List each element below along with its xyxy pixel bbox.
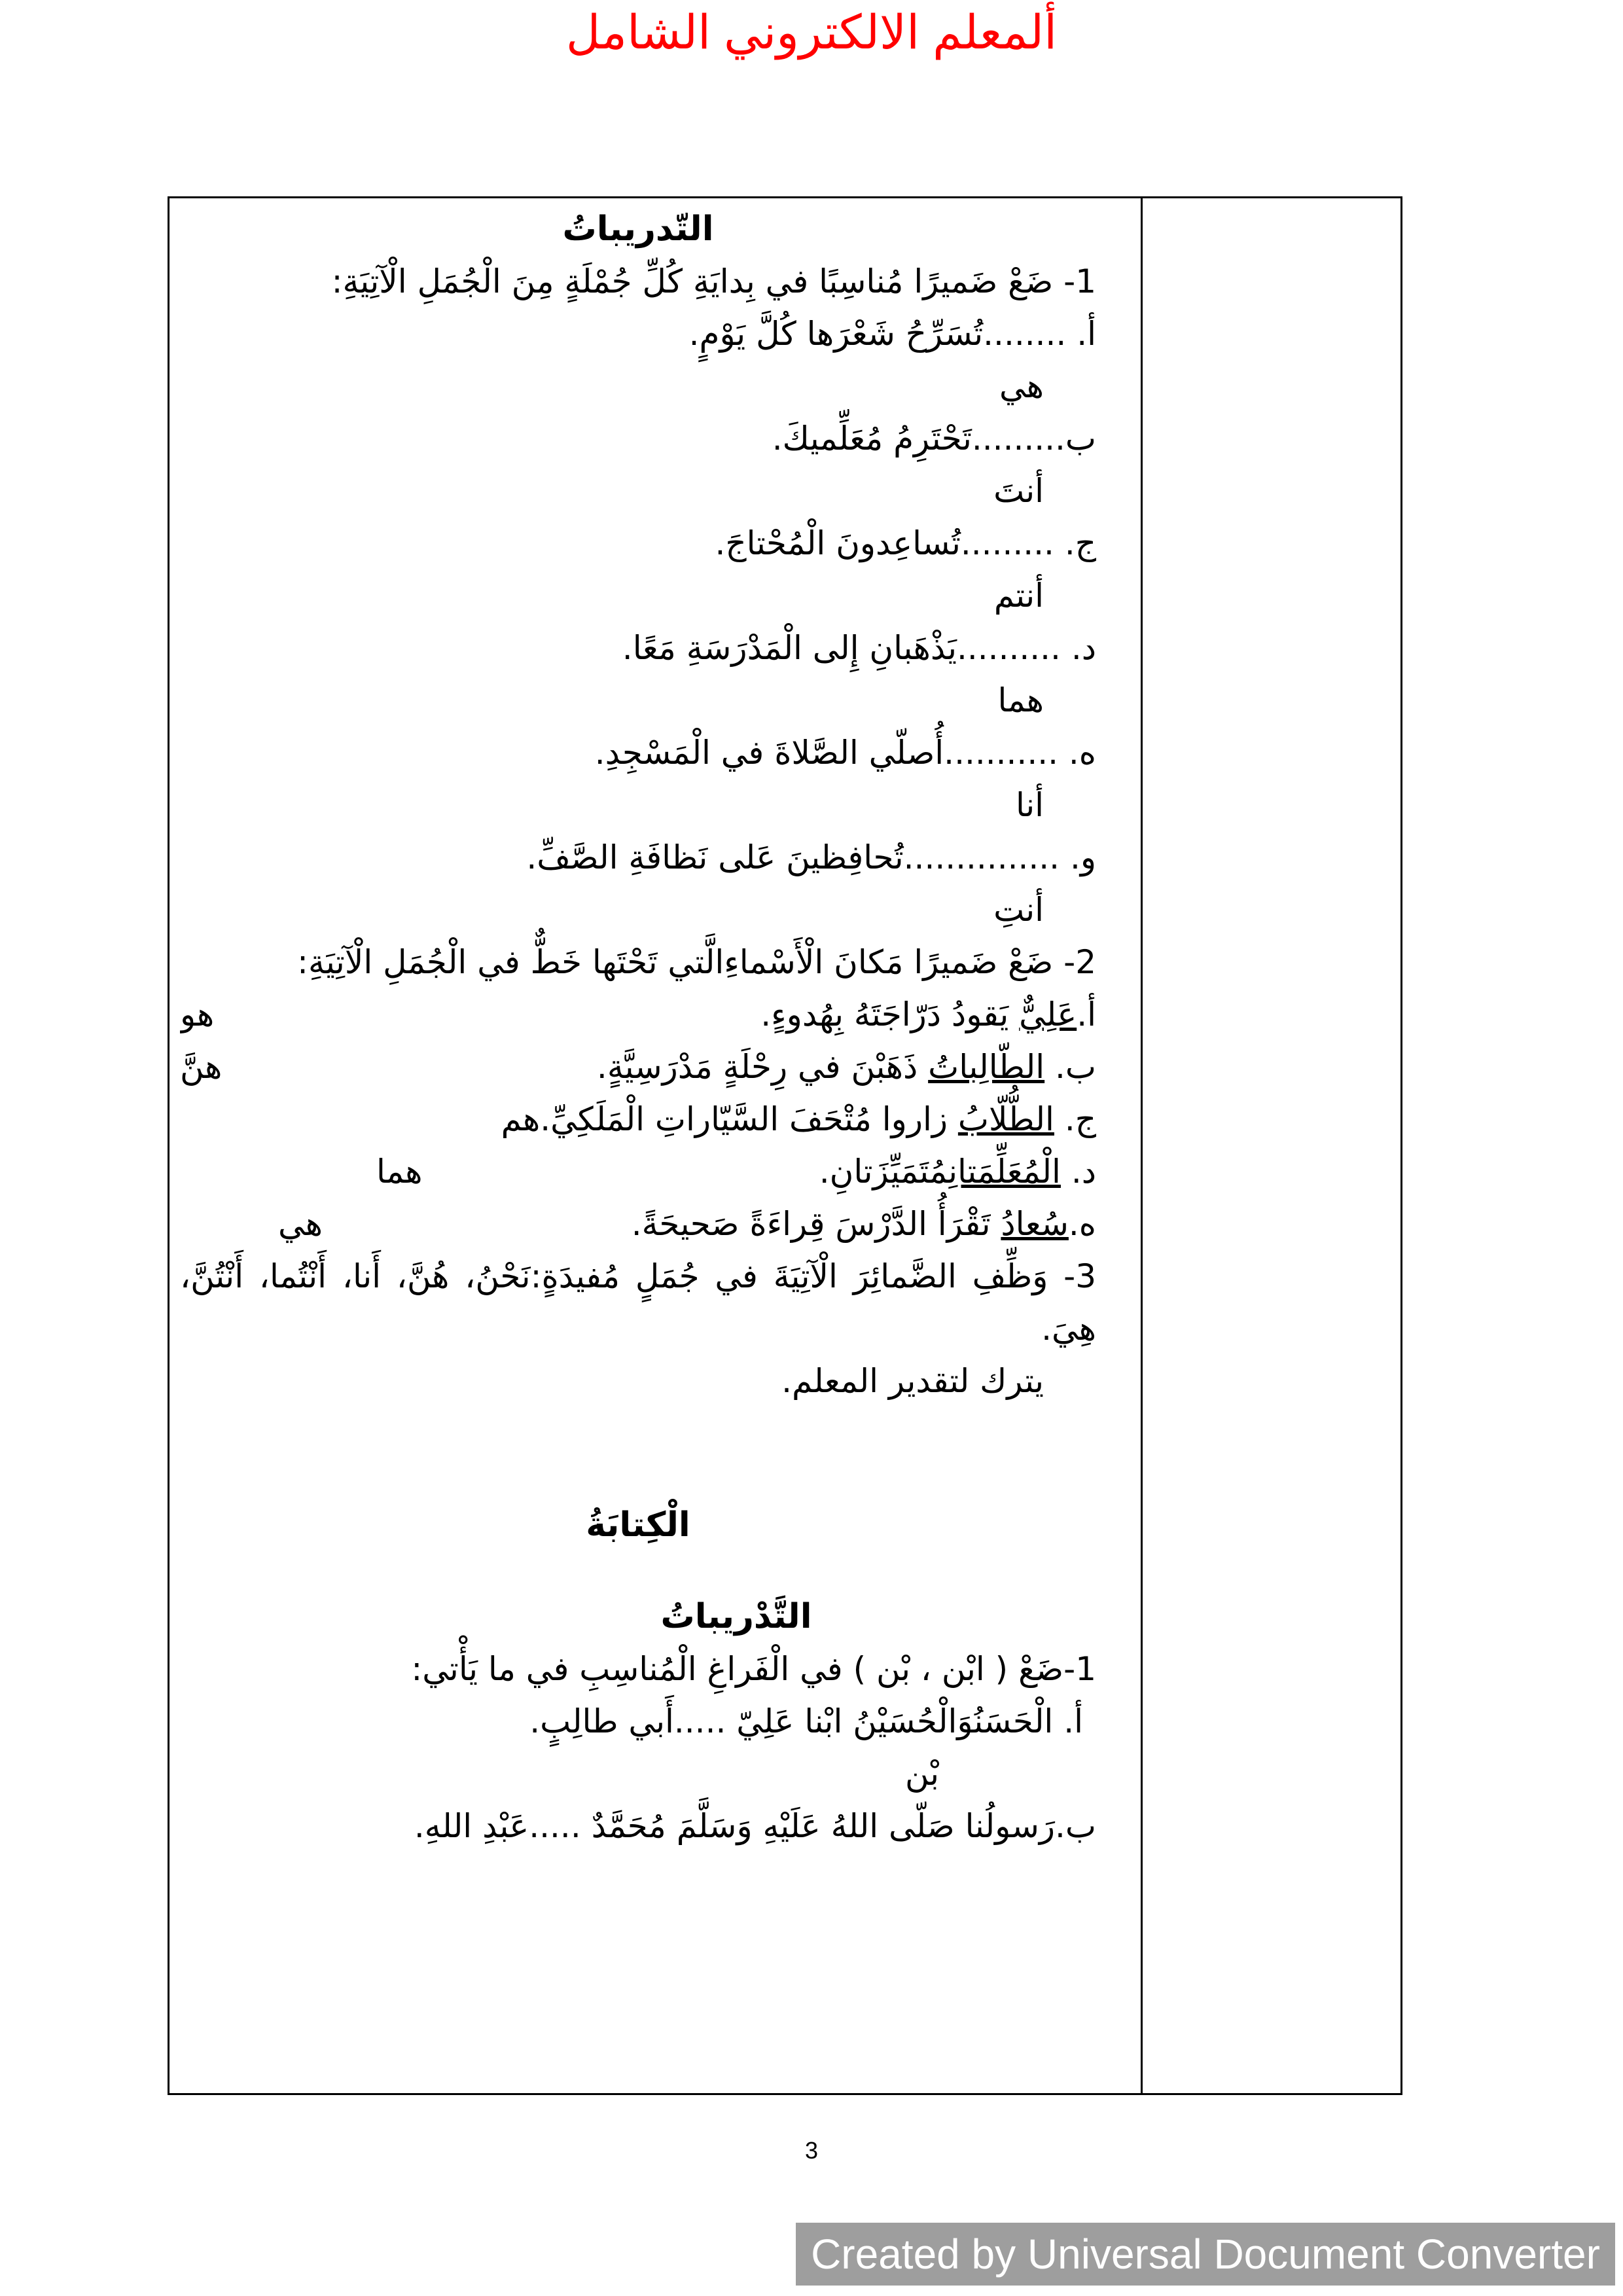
q1-item-answer: هما: [997, 681, 1044, 719]
q1-item-sentence: د. ..........يَذْهَبانِ إِلى الْمَدْرَسَةِ مَعًا.: [622, 629, 1096, 667]
q2-item-answer: هم: [501, 1100, 541, 1138]
q2-item-prefix: ج.: [1054, 1100, 1096, 1138]
q1-item-answer: أنتَ: [993, 472, 1044, 510]
section-heading: التّدريباتُ: [562, 209, 714, 249]
q1-item-sentence: ج. .........تُساعِدونَ الْمُحْتاجَ.: [715, 524, 1096, 562]
q2-item-rest: مُتَمَيِّزَتانِ.: [819, 1153, 949, 1191]
q2-item-prefix: أ.: [1077, 996, 1096, 1033]
main-content: [180, 203, 1096, 2088]
q2-item-rest: يَقودُ دَرّاجَتَهُ بِهُدوءٍ.: [760, 996, 1020, 1033]
q1-item-answer: أنا: [1015, 786, 1044, 824]
q2-item-sentence: [760, 988, 1096, 1041]
q1-item-sentence: ب.........تَحْتَرِمُ مُعَلِّميكَ.: [772, 420, 1096, 457]
q2-item: [180, 1145, 1096, 1198]
q2-item-sentence: [540, 1100, 1096, 1138]
q2-item-sentence: [632, 1198, 1096, 1250]
question-1: 1- ضَعْ ضَميرًا مُناسِبًا في بِدايَةِ كُلِّ جُمْلَةٍ مِنَ الْجُمَلِ الْآتِيَةِ:: [331, 262, 1096, 300]
s2-q1-item-sentence: ب.رَسولُنا صَلّى اللهُ عَلَيْهِ وَسَلَّمَ مُحَمَّدٌ .....عَبْدِ اللهِ.: [414, 1807, 1096, 1845]
q2-item-prefix: ب.: [1044, 1048, 1096, 1086]
question-1: 1-ضَعْ ( ابْن ، بْن ) في الْفَراغِ الْمُناسِبِ في ما يَأْتي:: [411, 1650, 1096, 1688]
q1-item: [180, 517, 1096, 622]
q1-item-answer: أنتم: [993, 577, 1044, 615]
s2-q1-item-sentence: أ. الْحَسَنُوَالْحُسَيْنُ ابْنا عَلِيّ .....أَبي طالِبٍ.: [529, 1702, 1083, 1740]
q1-item: [180, 831, 1096, 936]
q2-item-answer: هنَّ: [180, 1048, 223, 1086]
q1-item-answer: أنتِ: [993, 891, 1044, 929]
underlined-noun: الطّالِباتُ: [928, 1048, 1045, 1086]
table-column-divider: [1141, 196, 1143, 2095]
q2-item-answer: هي: [278, 1205, 323, 1243]
q2-item-answer: هو: [180, 996, 215, 1033]
converter-watermark: Created by Universal Document Converter: [796, 2223, 1615, 2286]
q1-item: [180, 622, 1096, 726]
underlined-noun: الْمُعَلِّمَتانِ: [948, 1153, 1061, 1191]
q2-item: [180, 1198, 1096, 1250]
question-2: 2- ضَعْ ضَميرًا مَكانَ الْأَسْماءِالَّتي تَحْتَها خَطٌّ في الْجُمَلِ الْآتِيَةِ:: [297, 943, 1096, 981]
section-heading: التَّدْريباتُ: [660, 1597, 812, 1636]
q2-item: [180, 988, 1096, 1041]
q1-item-sentence: و. ...............تُحافِظينَ عَلى نَظافَةِ الصَّفِّ.: [526, 838, 1096, 876]
site-title: ألمعلم الالكتروني الشامل: [565, 7, 1058, 59]
spacer: [180, 1551, 1096, 1590]
q2-item-sentence: [819, 1145, 1096, 1198]
page-number: 3: [804, 2137, 819, 2164]
spacer: [180, 1407, 1096, 1499]
q2-item: [180, 1093, 1096, 1145]
q2-item-rest: زاروا مُتْحَفَ السَّيّاراتِ الْمَلَكِيِّ.: [540, 1100, 958, 1138]
q1-item-answer: هي: [999, 367, 1044, 405]
q1-item-sentence: أ. ........تُسَرِّحُ شَعْرَها كُلَّ يَوْمٍ.: [688, 315, 1096, 353]
q1-item: [180, 412, 1096, 517]
q1-item: [180, 308, 1096, 412]
question-3: 3- وَظِّفِ الضَّمائِرَ الْآتِيَةَ في جُمَلٍ مُفيدَةٍ:نَحْنُ، هُنَّ، أَنا، أَنْتُما، أَنْتُنَّ، هِيَ.: [180, 1257, 1096, 1348]
q2-item-rest: تَقْرَأُ الدَّرْسَ قِراءَةً صَحيحَةً.: [631, 1205, 1001, 1243]
q2-item-prefix: د.: [1060, 1153, 1096, 1191]
q2-item-prefix: ه.: [1068, 1205, 1096, 1243]
underlined-noun: الطُّلّابُ: [957, 1100, 1054, 1138]
q2-item-rest: ذَهَبْنَ في رِحْلَةٍ مَدْرَسِيَّةٍ.: [596, 1048, 929, 1086]
q2-item: [180, 1041, 1096, 1093]
q2-item-answer: هما: [376, 1153, 423, 1191]
section-title: الْكِتابَةُ: [586, 1505, 690, 1545]
q2-item-sentence: [597, 1041, 1096, 1093]
q1-item-sentence: ه. ...........أُصلّي الصَّلاةَ في الْمَسْجِدِ.: [594, 734, 1096, 772]
underlined-noun: سُعادُ: [1001, 1205, 1069, 1243]
underlined-noun: عَلِيٌّ: [1019, 996, 1077, 1033]
teacher-note: يترك لتقدير المعلم.: [781, 1362, 1044, 1400]
s2-q1-item-answer: بْن: [905, 1755, 939, 1793]
q1-item: [180, 726, 1096, 831]
